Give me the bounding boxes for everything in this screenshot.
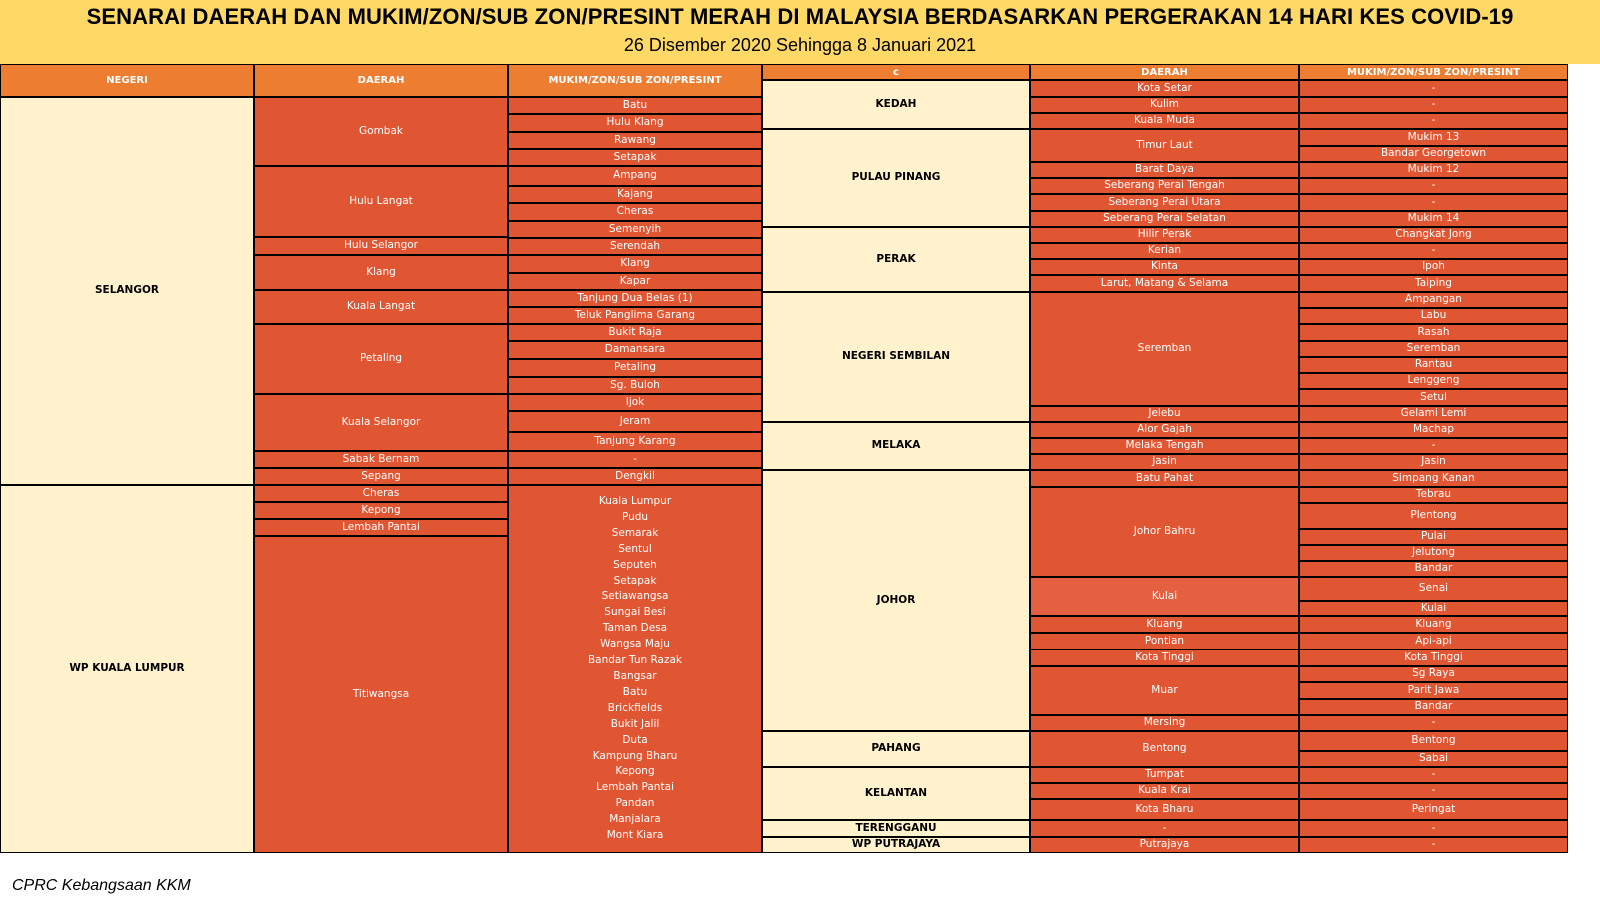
mukim-cell: Gelami Lemi [1299, 406, 1568, 422]
mukim-cell: Taiping [1299, 275, 1568, 292]
mukim-cell: Bukit Raja [508, 324, 762, 341]
daerah-cell: Petaling [254, 324, 508, 394]
state-cell: KEDAH [762, 80, 1030, 129]
page-subtitle: 26 Disember 2020 Sehingga 8 Januari 2021 [623, 35, 977, 55]
daerah-cell: Jelebu [1030, 406, 1299, 422]
mukim-cell: Semenyih [508, 221, 762, 238]
daerah-cell: Gombak [254, 97, 508, 166]
mukim-cell: Setul [1299, 389, 1568, 406]
mukim-cell: Setapak [508, 149, 762, 166]
mukim-cell: Bandar Georgetown [1299, 146, 1568, 162]
daerah-cell: Klang [254, 255, 508, 290]
footer-credit: CPRC Kebangsaan KKM [12, 877, 191, 894]
mukim-cell: Klang [508, 255, 762, 273]
header-daerah-right: DAERAH [1030, 64, 1299, 80]
mukim-cell: Machap [1299, 422, 1568, 438]
daerah-cell: Seberang Perai Utara [1030, 194, 1299, 211]
header-negeri-right: c [762, 64, 1030, 80]
daerah-cell: Kota Bharu [1030, 799, 1299, 820]
daerah-cell: Mersing [1030, 715, 1299, 731]
mukim-cell: Kajang [508, 186, 762, 203]
kl-mukim-item: Bukit Jalil [610, 717, 660, 730]
mukim-cell: Sg Raya [1299, 666, 1568, 682]
daerah-cell: Sabak Bernam [254, 451, 508, 468]
mukim-cell: Kulai [1299, 601, 1568, 616]
mukim-cell: Mukim 14 [1299, 211, 1568, 227]
kl-mukim-item: Pudu [621, 510, 649, 523]
daerah-cell: Jasin [1030, 454, 1299, 470]
header-mukim: MUKIM/ZON/SUB ZON/PRESINT [508, 64, 762, 97]
mukim-cell: Jeram [508, 411, 762, 432]
mukim-cell: - [1299, 97, 1568, 113]
state-cell: WP PUTRAJAYA [762, 837, 1030, 853]
mukim-cell: - [508, 451, 762, 468]
page-title: SENARAI DAERAH DAN MUKIM/ZON/SUB ZON/PRESINT MERAH DI MALAYSIA BERDASARKAN PERGERAKAN 14 HARI KES COVID-19 [86, 4, 1514, 29]
mukim-cell: - [1299, 178, 1568, 194]
kl-mukim-item: Kampung Bharu [592, 749, 678, 762]
kl-mukim-item: Taman Desa [602, 622, 668, 635]
mukim-cell: Senai [1299, 577, 1568, 601]
state-cell: PAHANG [762, 731, 1030, 767]
kl-mukim-item: Batu [622, 685, 648, 698]
kl-mukim-item: Duta [622, 733, 648, 746]
daerah-cell: Seremban [1030, 292, 1299, 406]
state-cell: JOHOR [762, 470, 1030, 731]
daerah-cell: Kulai [1030, 577, 1299, 616]
header-mukim-right: MUKIM/ZON/SUB ZON/PRESINT [1299, 64, 1568, 80]
mukim-cell: - [1299, 767, 1568, 783]
mukim-cell: Cheras [508, 203, 762, 221]
mukim-cell: Kota Tinggi [1299, 649, 1568, 666]
mukim-cell: - [1299, 438, 1568, 454]
mukim-cell: Sabai [1299, 751, 1568, 767]
mukim-cell: Sg. Buloh [508, 377, 762, 394]
kl-mukim-item: Kepong [615, 765, 655, 778]
daerah-cell: Seberang Perai Selatan [1030, 211, 1299, 227]
mukim-cell: Tanjung Karang [508, 432, 762, 451]
mukim-cell: Mukim 13 [1299, 129, 1568, 146]
daerah-cell: Larut, Matang & Selama [1030, 275, 1299, 292]
daerah-cell: Kuala Selangor [254, 394, 508, 451]
mukim-cell: Rasah [1299, 324, 1568, 341]
mukim-cell: Api-api [1299, 633, 1568, 650]
daerah-cell: Johor Bahru [1030, 487, 1299, 577]
kl-mukim-item: Pandan [615, 797, 655, 810]
daerah-cell: Cheras [254, 485, 508, 502]
mukim-cell: - [1299, 715, 1568, 731]
daerah-cell: Kinta [1030, 259, 1299, 275]
kl-mukim-item: Wangsa Maju [600, 638, 670, 651]
mukim-cell: Hulu Klang [508, 114, 762, 132]
mukim-cell: Tebrau [1299, 487, 1568, 503]
mukim-cell: - [1299, 783, 1568, 799]
state-cell: TERENGGANU [762, 820, 1030, 837]
mukim-cell: Serendah [508, 238, 762, 255]
mukim-cell: Seremban [1299, 341, 1568, 357]
daerah-cell: Sepang [254, 468, 508, 485]
kl-mukim-item: Sungai Besi [604, 606, 666, 619]
mukim-cell: Bandar [1299, 699, 1568, 715]
kl-mukim-item: Setiawangsa [601, 590, 669, 603]
mukim-cell: Dengkil [508, 468, 762, 485]
mukim-cell: Jelutong [1299, 545, 1568, 561]
header-negeri: NEGERI [0, 64, 254, 97]
kl-mukim-item: Semarak [611, 526, 659, 539]
daerah-cell: Kerian [1030, 243, 1299, 259]
mukim-cell: Rawang [508, 132, 762, 149]
daerah-cell: Hilir Perak [1030, 227, 1299, 243]
daerah-cell: Pontian [1030, 633, 1299, 650]
mukim-cell: Kapar [508, 273, 762, 290]
mukim-cell: Pulai [1299, 529, 1568, 545]
kl-mukim-item: Sentul [618, 542, 652, 555]
mukim-cell: Ampang [508, 166, 762, 186]
mukim-cell: Plentong [1299, 503, 1568, 529]
mukim-cell: Tanjung Dua Belas (1) [508, 290, 762, 307]
kl-mukim-item: Lembah Pantai [596, 781, 674, 794]
mukim-cell: - [1299, 820, 1568, 837]
daerah-cell: Kepong [254, 502, 508, 519]
daerah-cell: Barat Daya [1030, 162, 1299, 178]
daerah-cell: Kuala Muda [1030, 113, 1299, 129]
daerah-cell: Kulim [1030, 97, 1299, 113]
kl-mukim-item: Kuala Lumpur [598, 495, 672, 508]
mukim-cell: Batu [508, 97, 762, 114]
mukim-cell: Bentong [1299, 731, 1568, 751]
mukim-cell: Kluang [1299, 616, 1568, 633]
daerah-cell: Alor Gajah [1030, 422, 1299, 438]
mukim-cell: Parit Jawa [1299, 682, 1568, 699]
mukim-cell: Lenggeng [1299, 373, 1568, 389]
daerah-cell: Hulu Langat [254, 166, 508, 237]
header-daerah: DAERAH [254, 64, 508, 97]
kl-mukim-item: Manjalara [609, 813, 661, 826]
daerah-cell: Bentong [1030, 731, 1299, 767]
mukim-cell: Changkat Jong [1299, 227, 1568, 243]
mukim-cell: Ampangan [1299, 292, 1568, 308]
state-cell: PERAK [762, 227, 1030, 292]
mukim-cell: - [1299, 243, 1568, 259]
daerah-cell: Hulu Selangor [254, 237, 508, 255]
kl-mukim-item: Brickfields [607, 701, 663, 714]
mukim-cell: Ipoh [1299, 259, 1568, 275]
state-cell: WP KUALA LUMPUR [0, 485, 254, 853]
mukim-cell: Rantau [1299, 357, 1568, 373]
mukim-cell: Mukim 12 [1299, 162, 1568, 178]
kl-mukim-list [508, 485, 762, 853]
mukim-cell: Peringat [1299, 799, 1568, 820]
mukim-cell: - [1299, 837, 1568, 853]
kl-mukim-item: Setapak [613, 574, 657, 587]
state-cell: MELAKA [762, 422, 1030, 470]
daerah-cell: Kuala Krai [1030, 783, 1299, 799]
state-cell: SELANGOR [0, 97, 254, 485]
daerah-cell: Muar [1030, 666, 1299, 715]
state-cell: NEGERI SEMBILAN [762, 292, 1030, 422]
mukim-cell: - [1299, 80, 1568, 97]
kl-mukim-item: Bangsar [613, 670, 657, 682]
daerah-cell: Melaka Tengah [1030, 438, 1299, 454]
daerah-cell: Kota Setar [1030, 80, 1299, 97]
mukim-cell: Bandar [1299, 561, 1568, 577]
mukim-cell: Ijok [508, 394, 762, 411]
daerah-cell: Timur Laut [1030, 129, 1299, 162]
daerah-cell: Lembah Pantai [254, 519, 508, 536]
mukim-cell: Jasin [1299, 454, 1568, 470]
mukim-cell: Labu [1299, 308, 1568, 324]
daerah-cell: Seberang Perai Tengah [1030, 178, 1299, 194]
mukim-cell: Teluk Panglima Garang [508, 307, 762, 324]
daerah-cell: Kuala Langat [254, 290, 508, 324]
state-cell: PULAU PINANG [762, 129, 1030, 227]
kl-mukim-item: Seputeh [613, 558, 657, 571]
daerah-cell: Titiwangsa [254, 536, 508, 853]
daerah-cell: Batu Pahat [1030, 470, 1299, 487]
kl-mukim-item: Bandar Tun Razak [587, 654, 683, 667]
state-cell: KELANTAN [762, 767, 1030, 820]
mukim-cell: - [1299, 113, 1568, 129]
mukim-cell: - [1299, 194, 1568, 211]
mukim-cell: Petaling [508, 359, 762, 377]
daerah-cell: Tumpat [1030, 767, 1299, 783]
daerah-cell: Kota Tinggi [1030, 649, 1299, 666]
kl-mukim-item: Mont Kiara [606, 829, 664, 842]
mukim-cell: Damansara [508, 341, 762, 359]
mukim-cell: Simpang Kanan [1299, 470, 1568, 487]
daerah-cell: - [1030, 820, 1299, 837]
daerah-cell: Putrajaya [1030, 837, 1299, 853]
daerah-cell: Kluang [1030, 616, 1299, 633]
